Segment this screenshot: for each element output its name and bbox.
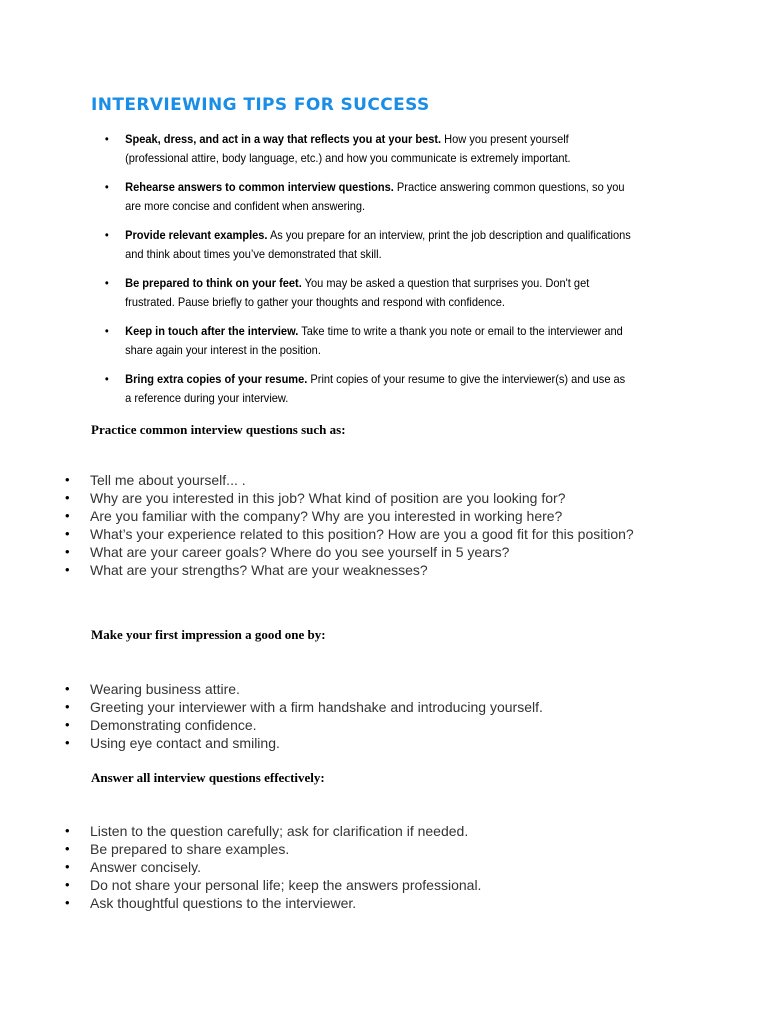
- list-item: [0, 734, 768, 752]
- list-item: [0, 876, 768, 894]
- bullet: •: [65, 508, 70, 523]
- tip-item: [0, 178, 707, 226]
- tip-body: How you present yourself (professional attire, body language, etc.) and how you communicate is extremely important.: [125, 132, 571, 165]
- bullet: •: [104, 180, 109, 194]
- list-item-text: Be prepared to share examples.: [90, 841, 290, 857]
- list-item-text: Do not share your personal life; keep the answers professional.: [90, 877, 482, 893]
- list-item-text: Demonstrating confidence.: [90, 717, 257, 733]
- bullet: •: [65, 544, 70, 559]
- section-heading-questions: Practice common interview questions such as:: [91, 422, 346, 437]
- list-item-text: What are your career goals? Where do you see yourself in 5 years?: [90, 544, 510, 560]
- bullet: •: [65, 823, 70, 838]
- list-item: [0, 471, 768, 489]
- tip-lead: Bring extra copies of your resume.: [125, 372, 308, 386]
- bullet: •: [65, 735, 70, 750]
- list-item-text: Answer concisely.: [90, 859, 202, 875]
- tip-item: [0, 226, 707, 274]
- tip-body: Take time to write a thank you note or email to the interviewer and share again your interest in the position.: [125, 324, 623, 357]
- bullet: •: [104, 228, 109, 242]
- bullet: •: [65, 526, 70, 541]
- list-item: [0, 858, 768, 876]
- list-item-text: Wearing business attire.: [90, 681, 240, 697]
- section-heading-first-impression: Make your first impression a good one by:: [91, 627, 326, 642]
- list-item: [0, 894, 768, 912]
- bullet: •: [104, 132, 109, 146]
- tip-lead: Speak, dress, and act in a way that reflects you at your best.: [125, 132, 442, 146]
- tip-body: You may be asked a question that surprises you. Don't get frustrated. Pause briefly to gather your thoughts and respond with confidence.: [125, 276, 590, 309]
- bullet: •: [104, 372, 109, 386]
- bullet: •: [65, 859, 70, 874]
- list-item-text: Greeting your interviewer with a firm handshake and introducing yourself.: [90, 699, 543, 715]
- bullet: •: [65, 681, 70, 696]
- bullet: •: [65, 472, 70, 487]
- tip-item: [0, 370, 707, 418]
- list-item: [0, 525, 768, 543]
- list-item: [0, 561, 768, 579]
- tip-body: Practice answering common questions, so you are more concise and confident when answering.: [125, 180, 625, 213]
- list-item-text: What are your strengths? What are your weaknesses?: [90, 562, 428, 578]
- tip-lead: Rehearse answers to common interview questions.: [125, 180, 394, 194]
- list-item: [0, 680, 768, 698]
- answer-effectively-list: [0, 822, 768, 912]
- list-item: [0, 822, 768, 840]
- list-item-text: What’s your experience related to this position? How are you a good fit for this position?: [90, 526, 634, 542]
- list-item-text: Why are you interested in this job? What kind of position are you looking for?: [90, 490, 566, 506]
- bullet: •: [104, 324, 109, 338]
- section-heading-answer-effectively: Answer all interview questions effectively:: [91, 770, 325, 785]
- bullet: •: [65, 490, 70, 505]
- list-item-text: Ask thoughtful questions to the interviewer.: [90, 895, 357, 911]
- bullet: •: [104, 276, 109, 290]
- bullet: •: [65, 717, 70, 732]
- list-item-text: Are you familiar with the company? Why are you interested in working here?: [90, 508, 563, 524]
- tip-lead: Be prepared to think on your feet.: [125, 276, 302, 290]
- tip-item: [0, 322, 707, 370]
- list-item: [0, 489, 768, 507]
- list-item: [0, 698, 768, 716]
- tip-body: Print copies of your resume to give the interviewer(s) and use as a reference during your interview.: [125, 372, 626, 405]
- list-item-text: Listen to the question carefully; ask for clarification if needed.: [90, 823, 469, 839]
- bullet: •: [65, 699, 70, 714]
- tip-item: [0, 130, 707, 178]
- list-item-text: Tell me about yourself... .: [90, 472, 246, 488]
- tip-lead: Keep in touch after the interview.: [125, 324, 299, 338]
- bullet: •: [65, 562, 70, 577]
- tips-list: [0, 130, 768, 418]
- list-item-text: Using eye contact and smiling.: [90, 735, 280, 751]
- list-item: [0, 543, 768, 561]
- tip-lead: Provide relevant examples.: [125, 228, 268, 242]
- list-item: [0, 840, 768, 858]
- bullet: •: [65, 841, 70, 856]
- page-title: INTERVIEWING TIPS FOR SUCCESS: [91, 95, 430, 115]
- tip-item: [0, 274, 707, 322]
- tip-body: As you prepare for an interview, print the job description and qualifications and think about times you’ve demonstrated that skill.: [125, 228, 631, 261]
- bullet: •: [65, 877, 70, 892]
- bullet: •: [65, 895, 70, 910]
- list-item: [0, 507, 768, 525]
- first-impression-list: [0, 680, 768, 752]
- questions-list: [0, 471, 768, 579]
- list-item: [0, 716, 768, 734]
